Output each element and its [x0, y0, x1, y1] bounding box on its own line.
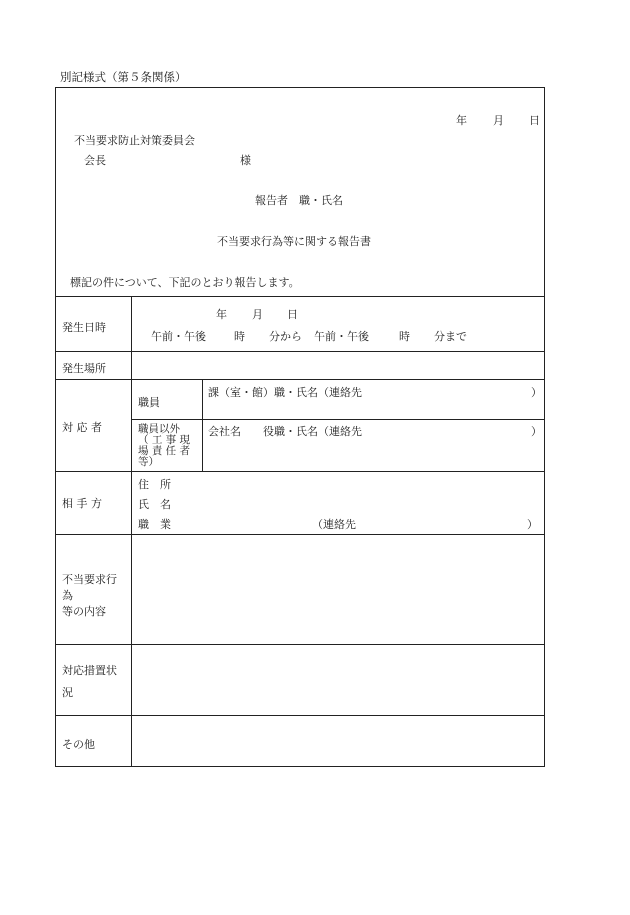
responder-label: 対 応 者 [62, 421, 102, 434]
datetime-hour-from: 時 [234, 330, 245, 343]
staff-label: 職員 [138, 396, 160, 409]
reporter-line: 報告者 職・氏名 [255, 194, 343, 207]
datetime-min-from: 分から [269, 330, 302, 343]
counterparty-job: 職 業 [138, 518, 171, 531]
counterparty-name: 氏 名 [138, 498, 171, 511]
counterparty-contact: （連絡先 [312, 518, 356, 531]
datetime-min-to: 分まで [434, 330, 467, 343]
non-staff-detail-close: ） [531, 425, 542, 438]
report-form [55, 87, 545, 767]
date-day: 日 [529, 114, 540, 127]
response-label: 対応措置状 況 [62, 664, 117, 699]
addressee-org: 不当要求防止対策委員会 [74, 134, 195, 147]
datetime-ampm-to: 午前・午後 [314, 330, 369, 343]
datetime-ampm-from: 午前・午後 [151, 330, 206, 343]
non-staff-detail: 会社名 役職・氏名（連絡先 [208, 425, 362, 438]
non-staff-label: 職員以外 （ 工 事 現 場 責 任 者 等） [138, 423, 191, 468]
other-label: その他 [62, 738, 95, 751]
staff-detail-close: ） [531, 386, 542, 399]
counterparty-contact-close: ） [527, 518, 538, 531]
datetime-year: 年 [216, 308, 227, 321]
counterparty-address: 住 所 [138, 478, 171, 491]
document-title: 不当要求行為等に関する報告書 [217, 235, 371, 248]
content-label: 不当要求行 為 等の内容 [62, 573, 117, 618]
date-month: 月 [493, 114, 504, 127]
datetime-label: 発生日時 [62, 321, 106, 334]
intro-text: 標記の件について、下記のとおり報告します。 [70, 276, 300, 289]
place-label: 発生場所 [62, 362, 106, 375]
counterparty-label: 相 手 方 [62, 497, 102, 510]
staff-detail: 課（室・館）職・氏名（連絡先 [208, 386, 362, 399]
addressee-title: 会長 [84, 154, 106, 167]
datetime-hour-to: 時 [399, 330, 410, 343]
addressee-honorific: 様 [240, 154, 251, 167]
datetime-month: 月 [252, 308, 263, 321]
date-year: 年 [456, 114, 467, 127]
datetime-day: 日 [287, 308, 298, 321]
form-label: 別記様式（第５条関係） [60, 70, 187, 84]
